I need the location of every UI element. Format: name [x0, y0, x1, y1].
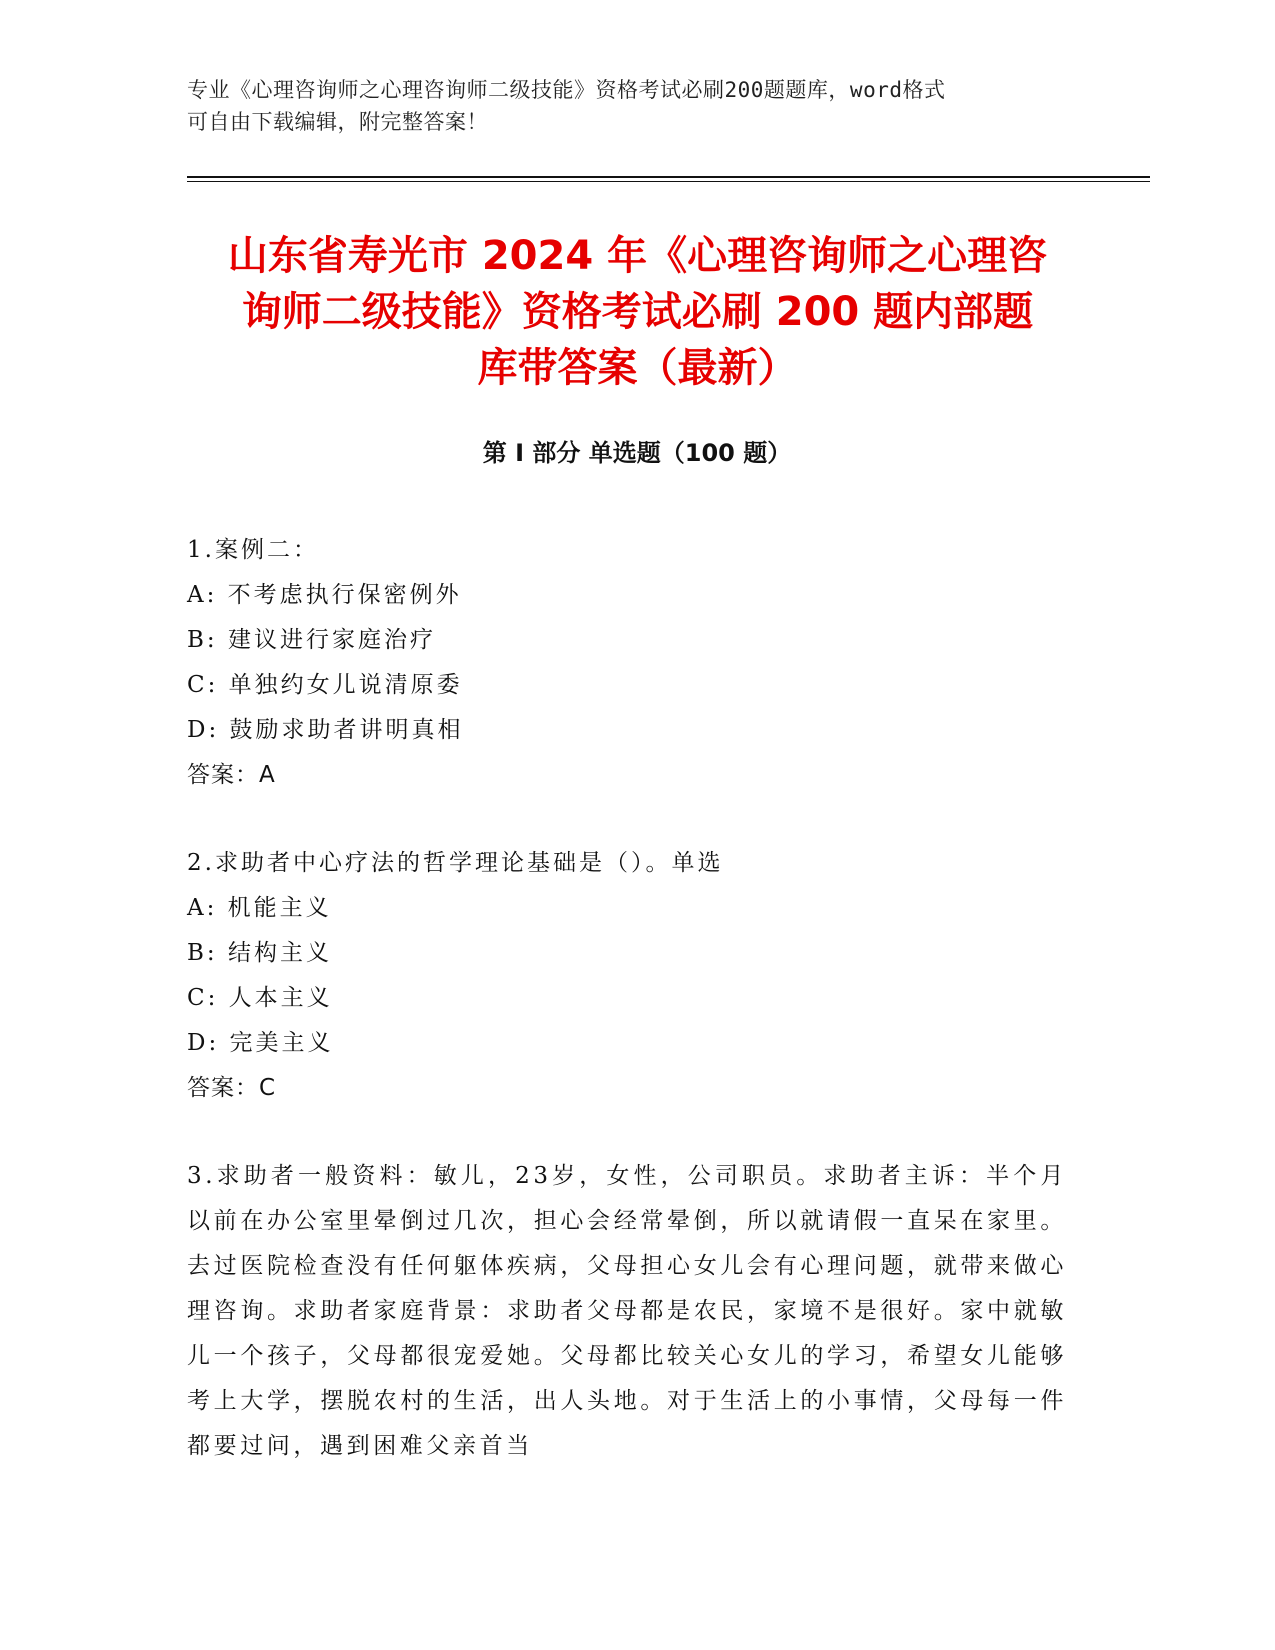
header-note-line-1: 专业《心理咨询师之心理咨询师二级技能》资格考试必刷200题题库，word格式	[187, 78, 946, 102]
question-list	[187, 528, 1067, 1512]
header-note-line-2: 可自由下载编辑，附完整答案！	[187, 110, 488, 134]
header-rule-thin	[187, 181, 1150, 182]
question-stem: 3.求助者一般资料：敏儿，23岁，女性，公司职员。求助者主诉：半个月以前在办公室里晕倒过几次，担心会经常晕倒，所以就请假一直呆在家里。去过医院检查没有任何躯体疾病，父母担心女儿会有心理问题，就带来做心理咨询。求助者家庭背景：求助者父母都是农民，家境不是很好。家中就敏儿一个孩子，父母都很宠爱她。父母都比较关心女儿的学习，希望女儿能够考上大学，摆脱农村的生活，出人头地。对于生活上的小事情，父母每一件都要过问，遇到困难父亲首当	[187, 1163, 1067, 1459]
question-1	[187, 528, 1067, 798]
question-3	[187, 1154, 1067, 1469]
option-d: D: 完美主义	[187, 1030, 334, 1056]
question-stem: 1.案例二：	[187, 537, 319, 563]
option-d: D: 鼓励求助者讲明真相	[187, 717, 464, 743]
answer-line: 答案：A	[187, 762, 276, 788]
option-b: B: 结构主义	[187, 940, 332, 966]
option-a: A: 不考虑执行保密例外	[187, 582, 462, 608]
section-heading: 第 I 部分 单选题（100 题）	[482, 439, 792, 467]
answer-line: 答案：C	[187, 1075, 277, 1101]
question-2	[187, 841, 1067, 1111]
document-title-line-2: 询师二级技能》资格考试必刷 200 题内部题	[241, 289, 1034, 335]
header-rule-thick	[187, 176, 1150, 178]
document-title-line-3: 库带答案（最新）	[477, 345, 798, 391]
header-note	[187, 74, 1087, 138]
option-a: A: 机能主义	[187, 895, 332, 921]
option-c: C: 人本主义	[187, 985, 333, 1011]
question-stem: 2.求助者中心疗法的哲学理论基础是（）。单选	[187, 850, 724, 876]
document-title-line-1: 山东省寿光市 2024 年《心理咨询师之心理咨	[227, 233, 1048, 279]
option-c: C: 单独约女儿说清原委	[187, 672, 463, 698]
document-title	[150, 228, 1125, 396]
option-b: B: 建议进行家庭治疗	[187, 627, 436, 653]
